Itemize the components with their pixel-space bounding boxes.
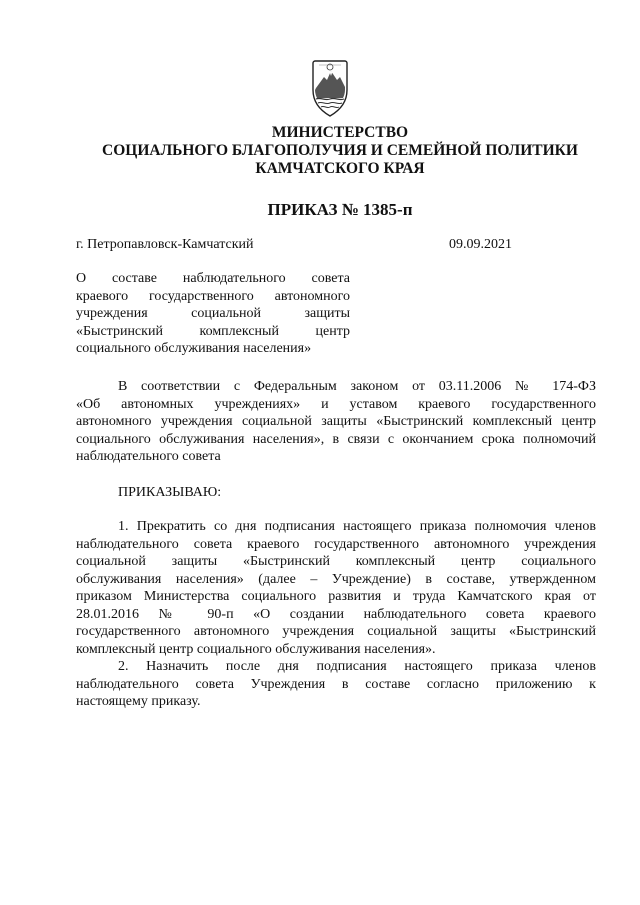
order-title: ПРИКАЗ № 1385-п <box>267 200 413 219</box>
subject-line: социального обслуживания населения» <box>76 341 312 356</box>
text-line: 1. Прекратить со дня подписания настоящего приказа полномочия членов <box>118 519 596 534</box>
text-line: обслуживания населения» (далее – Учреждение) в составе, утвержденном <box>76 571 596 587</box>
text-line: наблюдательного совета краевого государственного автономного учреждения <box>76 536 596 552</box>
coat-of-arms-icon <box>307 60 353 118</box>
order-subject <box>76 270 350 358</box>
text-line: автономного учреждения социальной защиты «Быстринский комплексный центр <box>76 414 596 429</box>
order-date: 09.09.2021 <box>449 237 512 252</box>
subject-line: «Быстринский комплексный центр <box>76 323 350 339</box>
text-line: приказом Министерства социального развития и труда Камчатского края от <box>76 589 596 604</box>
subject-line: краевого государственного автономного <box>76 288 350 304</box>
order-item-2 <box>76 658 596 711</box>
prikazyvayu-heading: ПРИКАЗЫВАЮ: <box>118 485 222 500</box>
ministry-name <box>60 124 620 178</box>
ministry-line: МИНИСТЕРСТВО <box>271 124 409 141</box>
subject-line: О составе наблюдательного совета <box>76 271 350 286</box>
order-item-1 <box>76 518 596 658</box>
subject-line: учреждения социальной защиты <box>76 306 350 321</box>
text-line: социальной защиты «Быстринский комплексный центр социального <box>76 554 596 569</box>
text-line: наблюдательного совета <box>76 449 221 464</box>
ministry-line: СОЦИАЛЬНОГО БЛАГОПОЛУЧИЯ И СЕМЕЙНОЙ ПОЛИТИКИ <box>102 142 578 159</box>
text-line: 28.01.2016 № 90-п «О создании наблюдательного совета краевого <box>76 606 596 622</box>
city-label: г. Петропавловск-Камчатский <box>76 237 254 252</box>
text-line: комплексный центр социального обслуживания населения». <box>76 641 436 657</box>
text-line: настоящему приказу. <box>76 694 201 709</box>
text-line: государственного автономного учреждения социальной защиты «Быстринский <box>76 624 596 639</box>
ministry-line: КАМЧАТСКОГО КРАЯ <box>255 160 425 177</box>
text-line: «Об автономных учреждениях» и уставом краевого государственного <box>76 396 596 412</box>
text-line: наблюдательного совета Учреждения в составе согласно приложению к <box>76 676 596 692</box>
preamble-paragraph <box>76 378 596 466</box>
text-line: В соответствии с Федеральным законом от 03.11.2006 № 174-ФЗ <box>118 379 596 394</box>
text-line: 2. Назначить после дня подписания настоящего приказа членов <box>118 659 596 674</box>
text-line: социального обслуживания населения», в связи с окончанием срока полномочий <box>76 431 596 447</box>
